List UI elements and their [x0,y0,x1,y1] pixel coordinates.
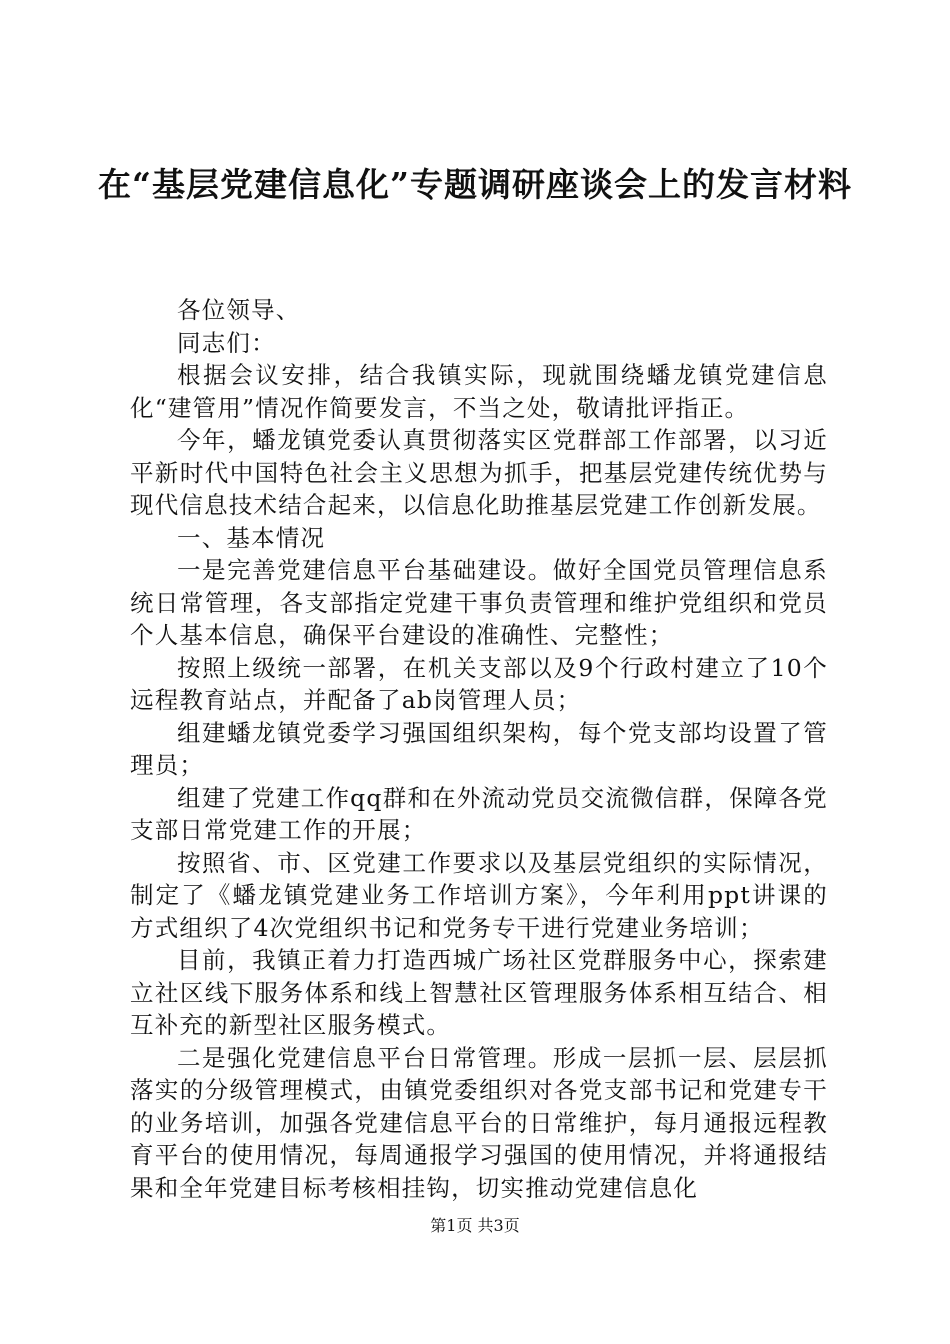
body-paragraph: 二是强化党建信息平台日常管理。形成一层抓一层、层层抓落实的分级管理模式，由镇党委组织对各党支部书记和党建专干的业务培训，加强各党建信息平台的日常维护，每月通报远程教育平台的使用情况，每周通报学习强国的使用情况，并将通报结果和全年党建目标考核相挂钩，切实推动党建信息化 [130,1043,828,1202]
body-paragraph: 一是完善党建信息平台基础建设。做好全国党员管理信息系统日常管理，各支部指定党建干事负责管理和维护党组织和党员个人基本信息，确保平台建设的准确性、完整性； [130,556,828,649]
body-paragraph: 按照省、市、区党建工作要求以及基层党组织的实际情况，制定了《蟠龙镇党建业务工作培训方案》，今年利用ppt讲课的方式组织了4次党组织书记和党务专干进行党建业务培训； [130,848,828,942]
document-body [130,294,828,1204]
intro-paragraph: 根据会议安排，结合我镇实际，现就围绕蟠龙镇党建信息化“建管用”情况作简要发言，不当之处，敬请批评指正。 [130,361,828,422]
body-paragraph: 组建蟠龙镇党委学习强国组织架构，每个党支部均设置了管理员； [130,718,828,779]
document-title: 在“基层党建信息化”专题调研座谈会上的发言材料 [98,165,852,204]
section-heading: 一、基本情况 [177,523,326,552]
body-paragraph: 目前，我镇正着力打造西城广场社区党群服务中心，探索建立社区线下服务体系和线上智慧社区管理服务体系相互结合、相互补充的新型社区服务模式。 [130,946,828,1039]
salutation-line-1: 各位领导、 [177,296,301,324]
body-paragraph: 组建了党建工作qq群和在外流动党员交流微信群，保障各党支部日常党建工作的开展； [130,783,828,844]
overview-paragraph: 今年，蟠龙镇党委认真贯彻落实区党群部工作部署，以习近平新时代中国特色社会主义思想为抓手，把基层党建传统优势与现代信息技术结合起来，以信息化助推基层党建工作创新发展。 [130,426,828,519]
page-number-footer: 第1页 共3页 [430,1216,520,1235]
body-paragraph: 按照上级统一部署，在机关支部以及9个行政村建立了10个远程教育站点，并配备了ab岗管理人员； [130,653,828,714]
salutation-line-2: 同志们： [177,328,276,357]
